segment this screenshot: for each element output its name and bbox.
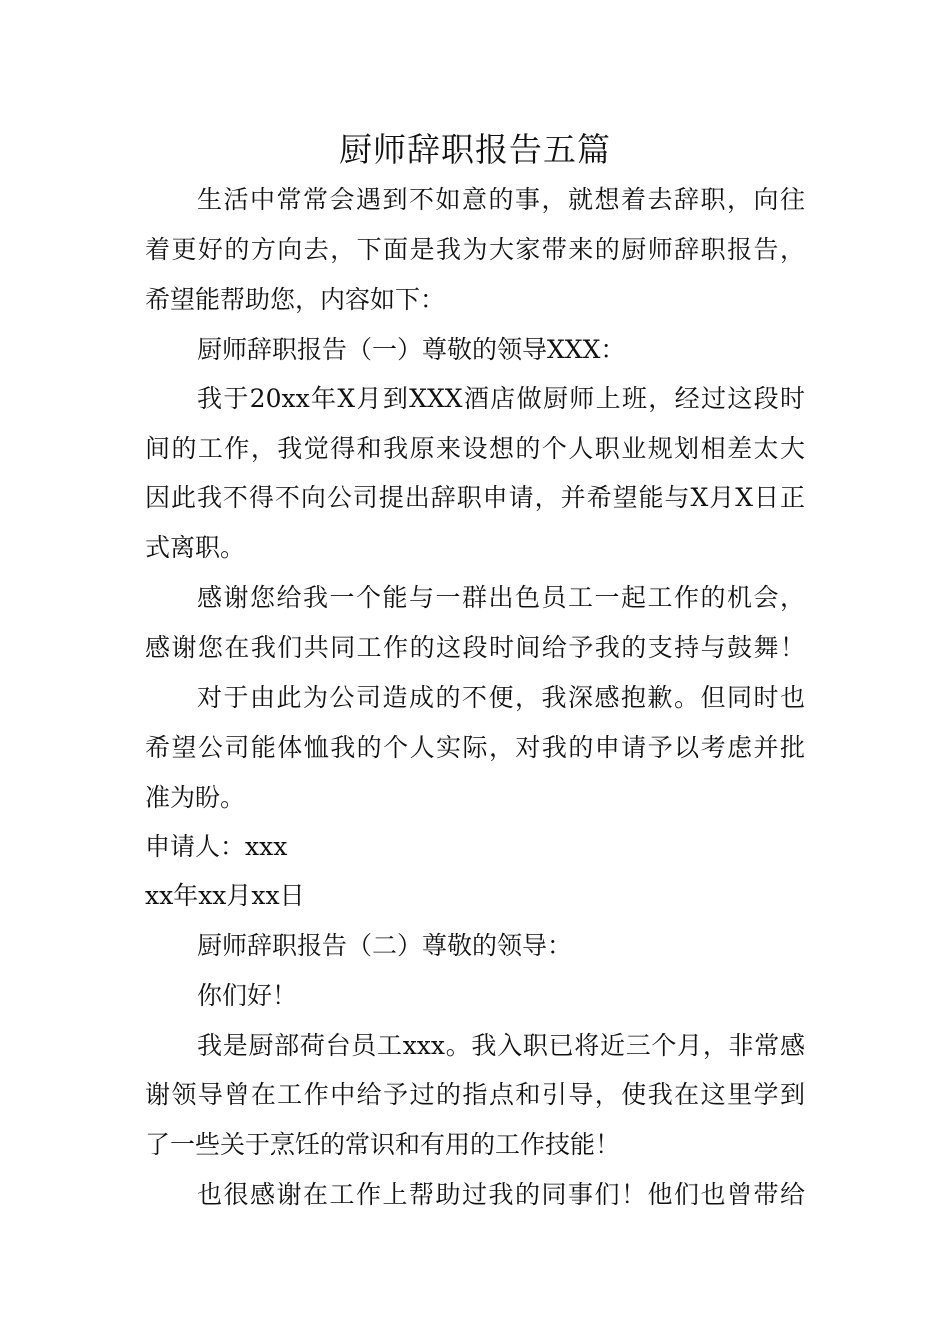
section-heading-line: 厨师辞职报告（一）尊敬的领导XXX： [197, 335, 626, 364]
paragraph-line: 对于由此为公司造成的不便，我深感抱歉。但同时也 [197, 683, 805, 712]
paragraph-line: 也很感谢在工作上帮助过我的同事们！他们也曾带给 [197, 1180, 805, 1209]
greeting-line: 你们好！ [197, 981, 298, 1010]
paragraph-line: 感谢您在我们共同工作的这段时间给予我的支持与鼓舞！ [145, 633, 805, 662]
paragraph-line: 希望公司能体恤我的个人实际，对我的申请予以考虑并批 [145, 733, 805, 762]
paragraph-line: 准为盼。 [145, 783, 246, 812]
paragraph-line: 了一些关于烹饪的常识和有用的工作技能！ [145, 1130, 621, 1159]
document-title: 厨师辞职报告五篇 [339, 130, 611, 169]
paragraph-line: 式离职。 [145, 533, 246, 562]
section-heading-line: 厨师辞职报告（二）尊敬的领导： [197, 931, 573, 960]
paragraph-line: 着更好的方向去，下面是我为大家带来的厨师辞职报告， [145, 235, 805, 264]
paragraph-line: 间的工作，我觉得和我原来设想的个人职业规划相差太大 [145, 434, 805, 463]
paragraph-line: 生活中常常会遇到不如意的事，就想着去辞职，向往 [197, 185, 805, 214]
date-line: xx年xx月xx日 [145, 881, 305, 910]
paragraph-line: 我是厨部荷台员工xxx。我入职已将近三个月，非常感 [197, 1031, 805, 1060]
paragraph-line: 希望能帮助您，内容如下： [145, 285, 446, 314]
paragraph-line: 感谢您给我一个能与一群出色员工一起工作的机会， [197, 583, 805, 612]
applicant-line: 申请人：xxx [145, 832, 288, 861]
paragraph-line: 因此我不得不向公司提出辞职申请，并希望能与X月X日正 [145, 483, 805, 512]
paragraph-line: 我于20xx年X月到XXX酒店做厨师上班，经过这段时 [197, 384, 805, 413]
paragraph-line: 谢领导曾在工作中给予过的指点和引导，使我在这里学到 [145, 1080, 805, 1109]
